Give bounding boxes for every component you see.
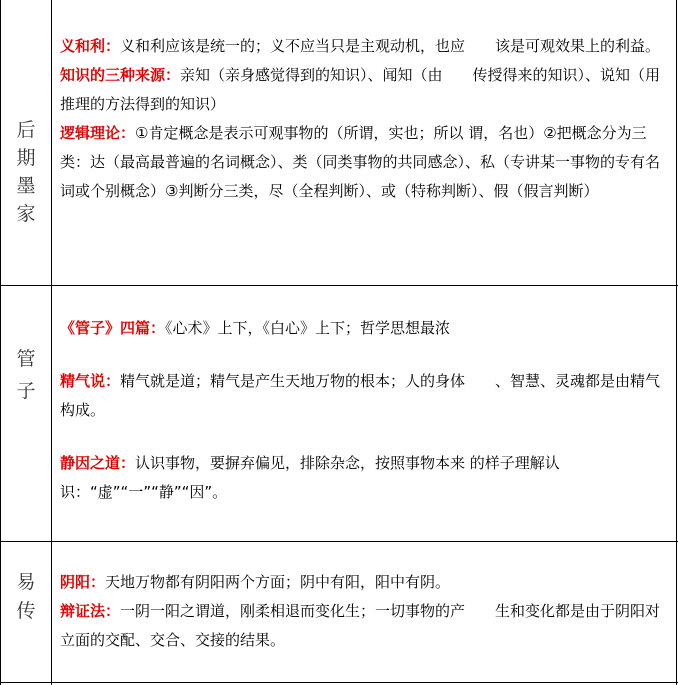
row-label-char: 后 [16, 119, 36, 141]
paragraph [60, 367, 670, 425]
paragraph [60, 597, 670, 655]
row-label [1, 343, 51, 407]
row-label-char: 易 [16, 571, 36, 593]
row-content [60, 314, 670, 507]
row-label-char: 管 [16, 348, 36, 370]
paragraph-text: 传授得来的知识）、说知（用推理的方法得到的知识） [60, 66, 661, 113]
row-label-char: 期 [16, 147, 36, 169]
paragraph-text: 天地万物都有阴阳两个方面；阴中有阳，阳中有阴。 [105, 573, 451, 591]
keyword: 义和利： [60, 37, 121, 55]
paragraph-text: 生和变化都是由于阴阳对立面的交配、交合、交接的结果。 [60, 602, 661, 649]
row-divider [0, 682, 678, 683]
row-label-char: 子 [16, 380, 36, 402]
keyword: 知识的三种来源： [60, 66, 181, 84]
keyword: 《管子》四篇： [60, 319, 166, 337]
paragraph-text: 精气就是道；精气是产生天地万物的根本；人的身体 [120, 372, 466, 390]
paragraph-text: 认识事物，要摒弃偏见，排除杂念，按照事物本来 的样子理解认识：“虚”“一”“静”“因”。 [60, 454, 560, 501]
row-label-char: 墨 [16, 175, 36, 197]
paragraph-text: 亲知（亲身感觉得到的知识）、闻知（由 [180, 66, 443, 84]
row-label [1, 568, 51, 626]
row-label-char: 家 [16, 203, 36, 225]
row-label [1, 116, 51, 228]
paragraph [60, 568, 670, 597]
paragraph [60, 61, 670, 119]
table-row [0, 286, 678, 541]
keyword: 精气说： [60, 372, 121, 390]
keyword: 阴阳： [60, 573, 106, 591]
paragraph-text: 《心术》上下，《白心》上下；哲学思想最浓 [165, 319, 451, 337]
row-content [60, 568, 670, 655]
table-row [0, 0, 678, 285]
paragraph [60, 449, 670, 507]
paragraph [60, 314, 670, 343]
paragraph [60, 32, 670, 61]
paragraph-text: ①肯定概念是表示可观事物的（所谓，实也；所以 谓，名也）②把概念分为三类：达（最高最普遍的名词概念）、类（同类事物的共同感念）、私（专讲某一事物的专有名词或个别概念）③判断分三类，尽（全程判断）、或（特称判断）、假（假言判断） [60, 124, 661, 200]
row-content [60, 32, 670, 206]
paragraph-text: 该是可观效果上的利益。 [495, 37, 661, 55]
keyword: 逻辑理论： [60, 124, 136, 142]
row-label-char: 传 [16, 600, 36, 622]
paragraph [60, 119, 670, 206]
paragraph-text: 义和利应该是统一的；义不应当只是主观动机，也应 [120, 37, 466, 55]
keyword: 辩证法： [60, 602, 121, 620]
table-row [0, 542, 678, 682]
keyword: 静因之道： [60, 454, 136, 472]
paragraph-text: 、智慧、灵魂都是由精气构成。 [60, 372, 661, 419]
paragraph-text: 一阴一阳之谓道，刚柔相退而变化生；一切事物的产 [120, 602, 466, 620]
